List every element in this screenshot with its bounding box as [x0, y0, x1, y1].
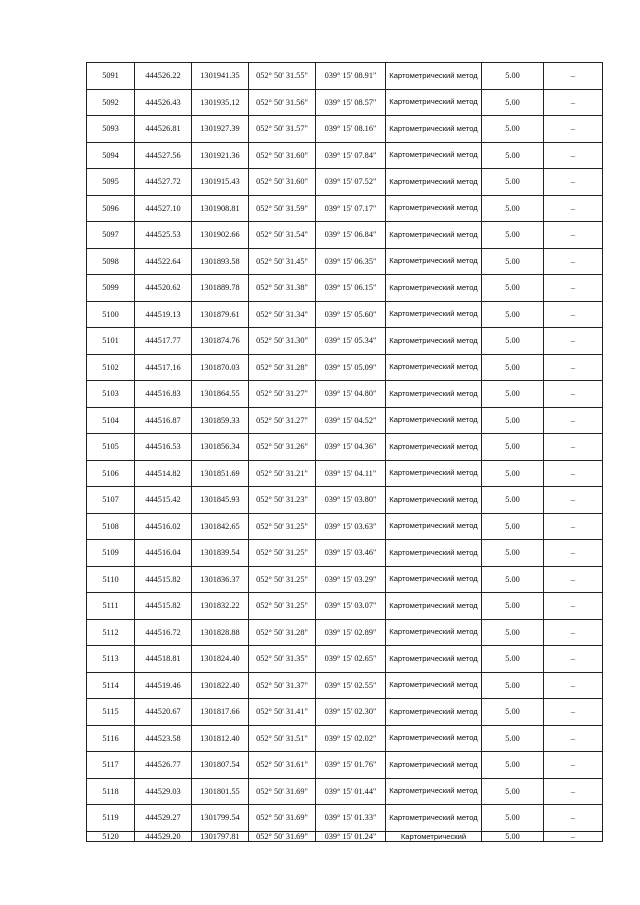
point-number-cell: 5118	[87, 778, 135, 805]
method-cell: Картометрический метод	[386, 116, 482, 143]
accuracy-cell: 5.00	[482, 672, 544, 699]
table-row	[87, 354, 603, 381]
accuracy-cell: 5.00	[482, 460, 544, 487]
y-coordinate-cell: 1301836.37	[192, 566, 249, 593]
y-coordinate-cell: 1301941.35	[192, 63, 249, 90]
y-coordinate-cell: 1301799.54	[192, 805, 249, 832]
accuracy-cell: 5.00	[482, 407, 544, 434]
latitude-cell: 052° 50' 31.56"	[249, 89, 316, 116]
y-coordinate-cell: 1301839.54	[192, 540, 249, 567]
accuracy-cell: 5.00	[482, 566, 544, 593]
description-cell: –	[544, 752, 603, 779]
longitude-cell: 039° 15' 07.52"	[316, 169, 386, 196]
table-row	[87, 275, 603, 302]
point-number-cell: 5093	[87, 116, 135, 143]
description-cell: –	[544, 434, 603, 461]
accuracy-cell: 5.00	[482, 354, 544, 381]
accuracy-cell: 5.00	[482, 381, 544, 408]
table-row	[87, 513, 603, 540]
accuracy-cell: 5.00	[482, 275, 544, 302]
accuracy-cell: 5.00	[482, 725, 544, 752]
description-cell: –	[544, 222, 603, 249]
accuracy-cell: 5.00	[482, 222, 544, 249]
description-cell: –	[544, 566, 603, 593]
method-cell: Картометрический метод	[386, 593, 482, 620]
table-row	[87, 778, 603, 805]
method-cell: Картометрический метод	[386, 540, 482, 567]
point-number-cell: 5095	[87, 169, 135, 196]
x-coordinate-cell: 444520.67	[135, 699, 192, 726]
accuracy-cell: 5.00	[482, 540, 544, 567]
table-row	[87, 142, 603, 169]
table-row	[87, 487, 603, 514]
table-row	[87, 248, 603, 275]
method-cell: Картометрический метод	[386, 354, 482, 381]
longitude-cell: 039° 15' 06.35"	[316, 248, 386, 275]
accuracy-cell: 5.00	[482, 699, 544, 726]
method-cell: Картометрический метод	[386, 63, 482, 90]
table-row	[87, 328, 603, 355]
y-coordinate-cell: 1301842.65	[192, 513, 249, 540]
point-number-cell: 5117	[87, 752, 135, 779]
x-coordinate-cell: 444526.43	[135, 89, 192, 116]
point-number-cell: 5099	[87, 275, 135, 302]
x-coordinate-cell: 444515.82	[135, 593, 192, 620]
y-coordinate-cell: 1301921.36	[192, 142, 249, 169]
latitude-cell: 052° 50' 31.25"	[249, 593, 316, 620]
method-cell: Картометрический	[386, 831, 482, 841]
description-cell: –	[544, 593, 603, 620]
y-coordinate-cell: 1301807.54	[192, 752, 249, 779]
x-coordinate-cell: 444525.53	[135, 222, 192, 249]
y-coordinate-cell: 1301801.55	[192, 778, 249, 805]
latitude-cell: 052° 50' 31.25"	[249, 566, 316, 593]
y-coordinate-cell: 1301879.61	[192, 301, 249, 328]
point-number-cell: 5112	[87, 619, 135, 646]
y-coordinate-cell: 1301851.69	[192, 460, 249, 487]
y-coordinate-cell: 1301856.34	[192, 434, 249, 461]
description-cell: –	[544, 540, 603, 567]
point-number-cell: 5108	[87, 513, 135, 540]
description-cell: –	[544, 805, 603, 832]
accuracy-cell: 5.00	[482, 593, 544, 620]
x-coordinate-cell: 444529.20	[135, 831, 192, 841]
y-coordinate-cell: 1301908.81	[192, 195, 249, 222]
table-row	[87, 222, 603, 249]
method-cell: Картометрический метод	[386, 460, 482, 487]
accuracy-cell: 5.00	[482, 752, 544, 779]
point-number-cell: 5109	[87, 540, 135, 567]
description-cell: –	[544, 89, 603, 116]
method-cell: Картометрический метод	[386, 381, 482, 408]
point-number-cell: 5111	[87, 593, 135, 620]
longitude-cell: 039° 15' 07.84"	[316, 142, 386, 169]
latitude-cell: 052° 50' 31.34"	[249, 301, 316, 328]
accuracy-cell: 5.00	[482, 195, 544, 222]
method-cell: Картометрический метод	[386, 672, 482, 699]
longitude-cell: 039° 15' 03.80"	[316, 487, 386, 514]
table-row	[87, 540, 603, 567]
longitude-cell: 039° 15' 06.15"	[316, 275, 386, 302]
y-coordinate-cell: 1301915.43	[192, 169, 249, 196]
y-coordinate-cell: 1301817.66	[192, 699, 249, 726]
description-cell: –	[544, 116, 603, 143]
table-row	[87, 381, 603, 408]
table-row	[87, 460, 603, 487]
y-coordinate-cell: 1301812.40	[192, 725, 249, 752]
x-coordinate-cell: 444523.58	[135, 725, 192, 752]
point-number-cell: 5103	[87, 381, 135, 408]
method-cell: Картометрический метод	[386, 566, 482, 593]
x-coordinate-cell: 444517.16	[135, 354, 192, 381]
accuracy-cell: 5.00	[482, 116, 544, 143]
x-coordinate-cell: 444516.83	[135, 381, 192, 408]
point-number-cell: 5114	[87, 672, 135, 699]
x-coordinate-cell: 444516.02	[135, 513, 192, 540]
method-cell: Картометрический метод	[386, 725, 482, 752]
longitude-cell: 039° 15' 03.46"	[316, 540, 386, 567]
accuracy-cell: 5.00	[482, 487, 544, 514]
y-coordinate-cell: 1301864.55	[192, 381, 249, 408]
table-row	[87, 646, 603, 673]
x-coordinate-cell: 444522.64	[135, 248, 192, 275]
description-cell: –	[544, 407, 603, 434]
description-cell: –	[544, 725, 603, 752]
table-row	[87, 831, 603, 841]
method-cell: Картометрический метод	[386, 513, 482, 540]
latitude-cell: 052° 50' 31.54"	[249, 222, 316, 249]
table-row	[87, 593, 603, 620]
x-coordinate-cell: 444515.82	[135, 566, 192, 593]
longitude-cell: 039° 15' 06.84"	[316, 222, 386, 249]
description-cell: –	[544, 778, 603, 805]
latitude-cell: 052° 50' 31.45"	[249, 248, 316, 275]
latitude-cell: 052° 50' 31.25"	[249, 540, 316, 567]
description-cell: –	[544, 301, 603, 328]
method-cell: Картометрический метод	[386, 248, 482, 275]
description-cell: –	[544, 354, 603, 381]
method-cell: Картометрический метод	[386, 89, 482, 116]
method-cell: Картометрический метод	[386, 275, 482, 302]
latitude-cell: 052° 50' 31.35"	[249, 646, 316, 673]
longitude-cell: 039° 15' 04.36"	[316, 434, 386, 461]
longitude-cell: 039° 15' 08.16"	[316, 116, 386, 143]
point-number-cell: 5110	[87, 566, 135, 593]
point-number-cell: 5096	[87, 195, 135, 222]
point-number-cell: 5120	[87, 831, 135, 841]
description-cell: –	[544, 142, 603, 169]
latitude-cell: 052° 50' 31.25"	[249, 513, 316, 540]
description-cell: –	[544, 248, 603, 275]
x-coordinate-cell: 444529.03	[135, 778, 192, 805]
description-cell: –	[544, 646, 603, 673]
latitude-cell: 052° 50' 31.60"	[249, 142, 316, 169]
accuracy-cell: 5.00	[482, 301, 544, 328]
table-row	[87, 725, 603, 752]
table-row	[87, 169, 603, 196]
table-row	[87, 434, 603, 461]
longitude-cell: 039° 15' 02.02"	[316, 725, 386, 752]
longitude-cell: 039° 15' 01.33"	[316, 805, 386, 832]
x-coordinate-cell: 444517.77	[135, 328, 192, 355]
description-cell: –	[544, 169, 603, 196]
table-row	[87, 116, 603, 143]
method-cell: Картометрический метод	[386, 142, 482, 169]
point-number-cell: 5107	[87, 487, 135, 514]
point-number-cell: 5119	[87, 805, 135, 832]
table-body	[87, 63, 603, 842]
longitude-cell: 039° 15' 02.55"	[316, 672, 386, 699]
accuracy-cell: 5.00	[482, 434, 544, 461]
description-cell: –	[544, 195, 603, 222]
latitude-cell: 052° 50' 31.26"	[249, 434, 316, 461]
point-number-cell: 5115	[87, 699, 135, 726]
longitude-cell: 039° 15' 03.29"	[316, 566, 386, 593]
description-cell: –	[544, 328, 603, 355]
method-cell: Картометрический метод	[386, 778, 482, 805]
latitude-cell: 052° 50' 31.69"	[249, 778, 316, 805]
table-row	[87, 301, 603, 328]
coordinates-table	[86, 62, 603, 842]
accuracy-cell: 5.00	[482, 169, 544, 196]
description-cell: –	[544, 672, 603, 699]
latitude-cell: 052° 50' 31.57"	[249, 116, 316, 143]
longitude-cell: 039° 15' 01.44"	[316, 778, 386, 805]
y-coordinate-cell: 1301902.66	[192, 222, 249, 249]
table-row	[87, 619, 603, 646]
latitude-cell: 052° 50' 31.59"	[249, 195, 316, 222]
longitude-cell: 039° 15' 08.91"	[316, 63, 386, 90]
latitude-cell: 052° 50' 31.69"	[249, 805, 316, 832]
latitude-cell: 052° 50' 31.37"	[249, 672, 316, 699]
method-cell: Картометрический метод	[386, 434, 482, 461]
table-row	[87, 699, 603, 726]
accuracy-cell: 5.00	[482, 328, 544, 355]
method-cell: Картометрический метод	[386, 619, 482, 646]
table-row	[87, 672, 603, 699]
point-number-cell: 5116	[87, 725, 135, 752]
x-coordinate-cell: 444527.56	[135, 142, 192, 169]
accuracy-cell: 5.00	[482, 778, 544, 805]
longitude-cell: 039° 15' 05.34"	[316, 328, 386, 355]
x-coordinate-cell: 444519.46	[135, 672, 192, 699]
x-coordinate-cell: 444526.77	[135, 752, 192, 779]
longitude-cell: 039° 15' 07.17"	[316, 195, 386, 222]
accuracy-cell: 5.00	[482, 89, 544, 116]
y-coordinate-cell: 1301870.03	[192, 354, 249, 381]
latitude-cell: 052° 50' 31.27"	[249, 381, 316, 408]
method-cell: Картометрический метод	[386, 195, 482, 222]
longitude-cell: 039° 15' 04.80"	[316, 381, 386, 408]
table-row	[87, 89, 603, 116]
accuracy-cell: 5.00	[482, 248, 544, 275]
description-cell: –	[544, 381, 603, 408]
latitude-cell: 052° 50' 31.23"	[249, 487, 316, 514]
longitude-cell: 039° 15' 04.52"	[316, 407, 386, 434]
point-number-cell: 5091	[87, 63, 135, 90]
method-cell: Картометрический метод	[386, 301, 482, 328]
accuracy-cell: 5.00	[482, 63, 544, 90]
x-coordinate-cell: 444519.13	[135, 301, 192, 328]
table-row	[87, 805, 603, 832]
longitude-cell: 039° 15' 01.24"	[316, 831, 386, 841]
latitude-cell: 052° 50' 31.55"	[249, 63, 316, 90]
latitude-cell: 052° 50' 31.61"	[249, 752, 316, 779]
point-number-cell: 5092	[87, 89, 135, 116]
x-coordinate-cell: 444526.81	[135, 116, 192, 143]
table-row	[87, 195, 603, 222]
latitude-cell: 052° 50' 31.38"	[249, 275, 316, 302]
longitude-cell: 039° 15' 01.76"	[316, 752, 386, 779]
x-coordinate-cell: 444516.87	[135, 407, 192, 434]
y-coordinate-cell: 1301859.33	[192, 407, 249, 434]
x-coordinate-cell: 444516.04	[135, 540, 192, 567]
latitude-cell: 052° 50' 31.41"	[249, 699, 316, 726]
accuracy-cell: 5.00	[482, 513, 544, 540]
longitude-cell: 039° 15' 02.89"	[316, 619, 386, 646]
description-cell: –	[544, 487, 603, 514]
y-coordinate-cell: 1301832.22	[192, 593, 249, 620]
point-number-cell: 5100	[87, 301, 135, 328]
x-coordinate-cell: 444514.82	[135, 460, 192, 487]
method-cell: Картометрический метод	[386, 328, 482, 355]
description-cell: –	[544, 275, 603, 302]
method-cell: Картометрический метод	[386, 646, 482, 673]
x-coordinate-cell: 444527.72	[135, 169, 192, 196]
accuracy-cell: 5.00	[482, 831, 544, 841]
latitude-cell: 052° 50' 31.27"	[249, 407, 316, 434]
point-number-cell: 5102	[87, 354, 135, 381]
accuracy-cell: 5.00	[482, 646, 544, 673]
accuracy-cell: 5.00	[482, 619, 544, 646]
longitude-cell: 039° 15' 05.09"	[316, 354, 386, 381]
point-number-cell: 5105	[87, 434, 135, 461]
latitude-cell: 052° 50' 31.28"	[249, 354, 316, 381]
longitude-cell: 039° 15' 04.11"	[316, 460, 386, 487]
method-cell: Картометрический метод	[386, 169, 482, 196]
x-coordinate-cell: 444516.72	[135, 619, 192, 646]
x-coordinate-cell: 444518.81	[135, 646, 192, 673]
table-row	[87, 566, 603, 593]
y-coordinate-cell: 1301935.12	[192, 89, 249, 116]
longitude-cell: 039° 15' 02.65"	[316, 646, 386, 673]
latitude-cell: 052° 50' 31.21"	[249, 460, 316, 487]
y-coordinate-cell: 1301822.40	[192, 672, 249, 699]
x-coordinate-cell: 444527.10	[135, 195, 192, 222]
description-cell: –	[544, 831, 603, 841]
table-row	[87, 407, 603, 434]
method-cell: Картометрический метод	[386, 487, 482, 514]
longitude-cell: 039° 15' 03.63"	[316, 513, 386, 540]
y-coordinate-cell: 1301828.88	[192, 619, 249, 646]
x-coordinate-cell: 444515.42	[135, 487, 192, 514]
longitude-cell: 039° 15' 02.30"	[316, 699, 386, 726]
point-number-cell: 5097	[87, 222, 135, 249]
latitude-cell: 052° 50' 31.69"	[249, 831, 316, 841]
description-cell: –	[544, 699, 603, 726]
point-number-cell: 5094	[87, 142, 135, 169]
latitude-cell: 052° 50' 31.60"	[249, 169, 316, 196]
accuracy-cell: 5.00	[482, 805, 544, 832]
point-number-cell: 5098	[87, 248, 135, 275]
x-coordinate-cell: 444529.27	[135, 805, 192, 832]
method-cell: Картометрический метод	[386, 407, 482, 434]
y-coordinate-cell: 1301797.81	[192, 831, 249, 841]
x-coordinate-cell: 444520.62	[135, 275, 192, 302]
table-row	[87, 63, 603, 90]
description-cell: –	[544, 619, 603, 646]
accuracy-cell: 5.00	[482, 142, 544, 169]
point-number-cell: 5104	[87, 407, 135, 434]
longitude-cell: 039° 15' 03.07"	[316, 593, 386, 620]
x-coordinate-cell: 444526.22	[135, 63, 192, 90]
longitude-cell: 039° 15' 05.60"	[316, 301, 386, 328]
y-coordinate-cell: 1301889.78	[192, 275, 249, 302]
y-coordinate-cell: 1301927.39	[192, 116, 249, 143]
point-number-cell: 5101	[87, 328, 135, 355]
y-coordinate-cell: 1301874.76	[192, 328, 249, 355]
description-cell: –	[544, 513, 603, 540]
method-cell: Картометрический метод	[386, 805, 482, 832]
latitude-cell: 052° 50' 31.30"	[249, 328, 316, 355]
description-cell: –	[544, 63, 603, 90]
longitude-cell: 039° 15' 08.57"	[316, 89, 386, 116]
method-cell: Картометрический метод	[386, 752, 482, 779]
point-number-cell: 5113	[87, 646, 135, 673]
y-coordinate-cell: 1301824.40	[192, 646, 249, 673]
method-cell: Картометрический метод	[386, 222, 482, 249]
method-cell: Картометрический метод	[386, 699, 482, 726]
y-coordinate-cell: 1301845.93	[192, 487, 249, 514]
latitude-cell: 052° 50' 31.51"	[249, 725, 316, 752]
point-number-cell: 5106	[87, 460, 135, 487]
y-coordinate-cell: 1301893.58	[192, 248, 249, 275]
latitude-cell: 052° 50' 31.28"	[249, 619, 316, 646]
description-cell: –	[544, 460, 603, 487]
table-row	[87, 752, 603, 779]
x-coordinate-cell: 444516.53	[135, 434, 192, 461]
